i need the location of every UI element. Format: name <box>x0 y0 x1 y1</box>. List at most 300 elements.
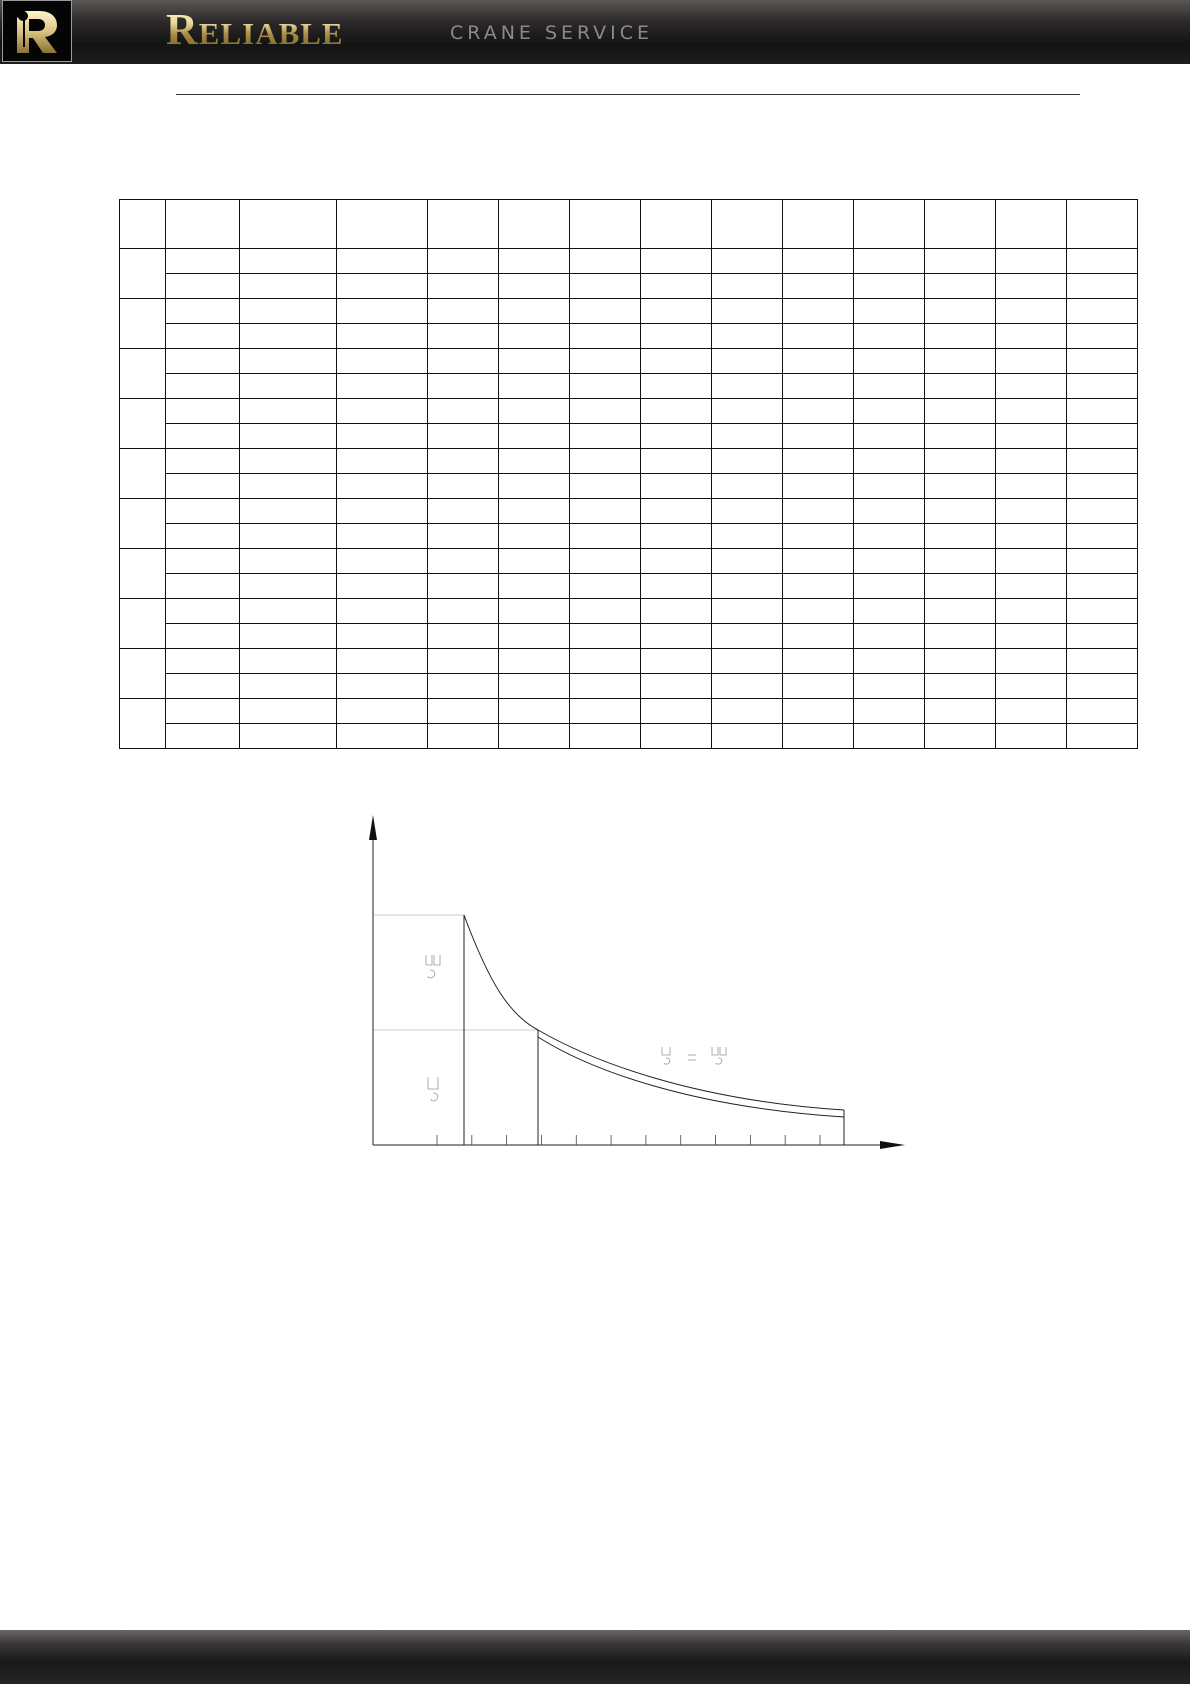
table-cell <box>996 599 1067 624</box>
table-cell <box>428 424 499 449</box>
table-row <box>120 374 1138 399</box>
table-cell <box>712 724 783 749</box>
title-rule <box>176 94 1080 95</box>
table-cell <box>570 524 641 549</box>
table-cell <box>240 349 337 374</box>
table-cell <box>712 574 783 599</box>
header-cell <box>996 200 1067 249</box>
table-cell <box>925 399 996 424</box>
table-cell <box>1067 724 1138 749</box>
table-cell <box>1067 399 1138 424</box>
table-row <box>120 549 1138 574</box>
table-cell <box>712 599 783 624</box>
table-cell <box>854 624 925 649</box>
table-cell <box>854 249 925 274</box>
table-cell <box>166 574 240 599</box>
header-cell <box>240 200 337 249</box>
table-cell <box>783 649 854 674</box>
table-cell <box>240 274 337 299</box>
table-cell <box>854 599 925 624</box>
table-cell <box>996 349 1067 374</box>
table-row <box>120 349 1138 374</box>
table-row <box>120 649 1138 674</box>
table-cell <box>1067 549 1138 574</box>
table-cell <box>499 249 570 274</box>
table-cell <box>783 374 854 399</box>
table-cell <box>996 249 1067 274</box>
table-cell <box>240 624 337 649</box>
footer-bar <box>0 1630 1190 1684</box>
table-cell <box>712 649 783 674</box>
table-cell <box>499 649 570 674</box>
table-cell <box>854 399 925 424</box>
table-cell <box>996 374 1067 399</box>
table-cell <box>337 574 428 599</box>
table-cell <box>428 324 499 349</box>
table-cell <box>1067 424 1138 449</box>
group-cell <box>120 299 166 349</box>
table-cell <box>641 424 712 449</box>
table-cell <box>854 449 925 474</box>
table-cell <box>337 399 428 424</box>
table-cell <box>570 624 641 649</box>
table-cell <box>1067 474 1138 499</box>
table-cell <box>166 299 240 324</box>
table-cell <box>240 324 337 349</box>
table-cell <box>337 249 428 274</box>
table-cell <box>854 499 925 524</box>
table-row <box>120 424 1138 449</box>
header-cell <box>428 200 499 249</box>
table-cell <box>499 624 570 649</box>
table-cell <box>996 674 1067 699</box>
table-cell <box>428 474 499 499</box>
table-cell <box>996 524 1067 549</box>
table-cell <box>1067 274 1138 299</box>
table-cell <box>570 374 641 399</box>
y-axis-arrow <box>369 815 377 840</box>
table-cell <box>499 324 570 349</box>
table-row <box>120 624 1138 649</box>
logo-r-icon <box>11 7 65 57</box>
table-cell <box>925 549 996 574</box>
table-cell <box>499 674 570 699</box>
table-cell <box>925 599 996 624</box>
table-row <box>120 299 1138 324</box>
table-cell <box>854 424 925 449</box>
table-cell <box>240 299 337 324</box>
table-cell <box>1067 374 1138 399</box>
table-cell <box>996 424 1067 449</box>
table-cell <box>499 524 570 549</box>
header-cell <box>570 200 641 249</box>
table-cell <box>1067 249 1138 274</box>
table-cell <box>499 274 570 299</box>
group-cell <box>120 699 166 749</box>
table-cell <box>428 549 499 574</box>
table-cell <box>712 699 783 724</box>
table-cell <box>641 699 712 724</box>
table-cell <box>570 449 641 474</box>
table-cell <box>712 524 783 549</box>
table-cell <box>854 649 925 674</box>
table-cell <box>570 549 641 574</box>
table-cell <box>240 449 337 474</box>
table-cell <box>1067 499 1138 524</box>
table-cell <box>854 549 925 574</box>
table-cell <box>166 249 240 274</box>
table-cell <box>166 349 240 374</box>
table-cell <box>570 499 641 524</box>
header-cell <box>641 200 712 249</box>
table-cell <box>337 699 428 724</box>
table-cell <box>240 549 337 574</box>
table-cell <box>712 474 783 499</box>
table-cell <box>854 474 925 499</box>
table-cell <box>428 299 499 324</box>
table-cell <box>854 374 925 399</box>
table-cell <box>428 249 499 274</box>
table-cell <box>570 574 641 599</box>
group-cell <box>120 249 166 299</box>
table-cell <box>925 724 996 749</box>
table-row <box>120 574 1138 599</box>
table-cell <box>783 399 854 424</box>
table-cell <box>240 649 337 674</box>
table-cell <box>240 599 337 624</box>
table-cell <box>925 424 996 449</box>
header-cell <box>499 200 570 249</box>
table-cell <box>783 324 854 349</box>
group-cell <box>120 499 166 549</box>
table-cell <box>166 649 240 674</box>
table-cell <box>240 374 337 399</box>
table-cell <box>783 699 854 724</box>
table-cell <box>428 624 499 649</box>
table-cell <box>166 599 240 624</box>
table-cell <box>166 549 240 574</box>
table-cell <box>925 624 996 649</box>
table-cell <box>925 524 996 549</box>
table-cell <box>428 649 499 674</box>
table-cell <box>1067 574 1138 599</box>
table-cell <box>1067 599 1138 624</box>
header-cell <box>337 200 428 249</box>
table-row <box>120 449 1138 474</box>
table-cell <box>499 399 570 424</box>
table-row <box>120 699 1138 724</box>
table-cell <box>240 574 337 599</box>
table-cell <box>499 574 570 599</box>
table-header-row <box>120 200 1138 249</box>
table-cell <box>854 299 925 324</box>
table-cell <box>1067 624 1138 649</box>
table-cell <box>499 374 570 399</box>
table-cell <box>166 324 240 349</box>
table-cell <box>641 649 712 674</box>
table-cell <box>854 349 925 374</box>
table-cell <box>925 374 996 399</box>
table-row <box>120 724 1138 749</box>
table-cell <box>428 449 499 474</box>
table-cell <box>240 699 337 724</box>
table-cell <box>712 324 783 349</box>
table-cell <box>854 674 925 699</box>
x-axis-arrow <box>880 1141 905 1149</box>
table-cell <box>783 674 854 699</box>
table-cell <box>166 699 240 724</box>
table-cell <box>337 499 428 524</box>
table-cell <box>783 599 854 624</box>
table-cell <box>570 324 641 349</box>
table-cell <box>996 649 1067 674</box>
table-cell <box>1067 449 1138 474</box>
header-cell <box>783 200 854 249</box>
table-cell <box>925 574 996 599</box>
load-curve-upper <box>464 915 844 1110</box>
table-cell <box>166 674 240 699</box>
table-row <box>120 324 1138 349</box>
table-cell <box>428 574 499 599</box>
group-cell <box>120 449 166 499</box>
table-row <box>120 399 1138 424</box>
table-cell <box>854 574 925 599</box>
table-cell <box>996 724 1067 749</box>
table-cell <box>641 274 712 299</box>
table-cell <box>166 449 240 474</box>
table-cell <box>166 374 240 399</box>
table-cell <box>499 724 570 749</box>
hook-symbol-icon <box>426 955 440 978</box>
table-cell <box>783 624 854 649</box>
table-cell <box>240 724 337 749</box>
table-cell <box>641 449 712 474</box>
table-cell <box>641 299 712 324</box>
table-cell <box>570 674 641 699</box>
group-cell <box>120 399 166 449</box>
table-cell <box>641 674 712 699</box>
table-cell <box>166 524 240 549</box>
table-cell <box>854 524 925 549</box>
table-cell <box>996 699 1067 724</box>
table-cell <box>240 474 337 499</box>
table-cell <box>499 449 570 474</box>
table-cell <box>166 424 240 449</box>
table-cell <box>1067 324 1138 349</box>
table-cell <box>570 649 641 674</box>
table-cell <box>337 599 428 624</box>
table-cell <box>783 349 854 374</box>
table-cell <box>783 449 854 474</box>
table-cell <box>641 349 712 374</box>
table-cell <box>783 299 854 324</box>
table-cell <box>1067 349 1138 374</box>
table-row <box>120 499 1138 524</box>
table-cell <box>996 624 1067 649</box>
table-cell <box>499 474 570 499</box>
table-cell <box>783 424 854 449</box>
table-cell <box>712 399 783 424</box>
table-cell <box>570 274 641 299</box>
group-cell <box>120 349 166 399</box>
table-cell <box>337 299 428 324</box>
table-cell <box>570 299 641 324</box>
table-cell <box>428 524 499 549</box>
header-cell <box>712 200 783 249</box>
table-cell <box>783 249 854 274</box>
table-cell <box>783 499 854 524</box>
table-cell <box>783 274 854 299</box>
table-cell <box>925 499 996 524</box>
table-cell <box>925 649 996 674</box>
table-cell <box>337 649 428 674</box>
table-cell <box>925 699 996 724</box>
table-cell <box>337 549 428 574</box>
table-cell <box>641 474 712 499</box>
table-cell <box>854 324 925 349</box>
table-cell <box>641 499 712 524</box>
table-cell <box>240 399 337 424</box>
table-cell <box>499 499 570 524</box>
table-cell <box>337 274 428 299</box>
table-cell <box>783 574 854 599</box>
brand-name: Reliable <box>166 5 344 54</box>
table-cell <box>337 349 428 374</box>
table-cell <box>712 374 783 399</box>
table-cell <box>712 499 783 524</box>
table-cell <box>1067 299 1138 324</box>
table-cell <box>337 474 428 499</box>
header-cell <box>166 200 240 249</box>
table-cell <box>337 674 428 699</box>
table-row <box>120 274 1138 299</box>
table-cell <box>337 624 428 649</box>
table-cell <box>428 599 499 624</box>
table-cell <box>570 599 641 624</box>
table-cell <box>712 349 783 374</box>
table-cell <box>499 424 570 449</box>
table-cell <box>499 299 570 324</box>
table-cell <box>499 699 570 724</box>
table-cell <box>925 474 996 499</box>
table-cell <box>570 399 641 424</box>
table-cell <box>996 324 1067 349</box>
table-row <box>120 249 1138 274</box>
table-cell <box>240 424 337 449</box>
logo <box>2 0 72 62</box>
load-curve-diagram <box>360 815 920 1155</box>
table-cell <box>925 349 996 374</box>
table-cell <box>570 699 641 724</box>
table-cell <box>240 499 337 524</box>
table-cell <box>712 674 783 699</box>
table-cell <box>712 274 783 299</box>
table-cell <box>783 549 854 574</box>
table-row <box>120 674 1138 699</box>
table-row <box>120 599 1138 624</box>
table-cell <box>337 724 428 749</box>
table-cell <box>712 299 783 324</box>
table-cell <box>166 274 240 299</box>
table-cell <box>712 449 783 474</box>
load-curve-lower <box>538 1031 844 1117</box>
table-cell <box>166 499 240 524</box>
load-chart-table <box>119 199 1138 749</box>
table-cell <box>337 449 428 474</box>
table-cell <box>428 699 499 724</box>
table-cell <box>712 424 783 449</box>
table-cell <box>337 424 428 449</box>
header-cell <box>120 200 166 249</box>
header-cell <box>854 200 925 249</box>
table-cell <box>925 299 996 324</box>
table-cell <box>925 249 996 274</box>
table-cell <box>712 249 783 274</box>
table-cell <box>337 374 428 399</box>
group-cell <box>120 549 166 599</box>
table-cell <box>641 574 712 599</box>
group-cell <box>120 599 166 649</box>
table-cell <box>428 499 499 524</box>
table-cell <box>996 499 1067 524</box>
table-cell <box>428 274 499 299</box>
table-cell <box>499 549 570 574</box>
table-cell <box>337 324 428 349</box>
table-cell <box>428 674 499 699</box>
table-cell <box>428 349 499 374</box>
header-cell <box>925 200 996 249</box>
table-cell <box>166 624 240 649</box>
table-cell <box>925 324 996 349</box>
hook-symbol-icon <box>428 1077 438 1101</box>
group-cell <box>120 649 166 699</box>
table-cell <box>996 574 1067 599</box>
header-bar <box>0 0 1190 64</box>
table-cell <box>783 724 854 749</box>
table-cell <box>641 399 712 424</box>
table-cell <box>1067 674 1138 699</box>
table-cell <box>641 624 712 649</box>
table-cell <box>428 374 499 399</box>
table-cell <box>783 474 854 499</box>
table-cell <box>166 399 240 424</box>
table-cell <box>996 449 1067 474</box>
table-cell <box>641 599 712 624</box>
table-cell <box>240 249 337 274</box>
table-cell <box>570 724 641 749</box>
table-cell <box>783 524 854 549</box>
brand-tagline: CRANE SERVICE <box>450 22 654 44</box>
hook-symbol-icon <box>712 1047 726 1064</box>
table-cell <box>712 549 783 574</box>
table-cell <box>854 724 925 749</box>
table-cell <box>641 549 712 574</box>
table-cell <box>996 399 1067 424</box>
table-cell <box>996 474 1067 499</box>
table-cell <box>996 549 1067 574</box>
table-cell <box>166 724 240 749</box>
table-cell <box>428 399 499 424</box>
table-cell <box>925 674 996 699</box>
table-cell <box>854 699 925 724</box>
table-cell <box>641 249 712 274</box>
table-cell <box>570 424 641 449</box>
table-cell <box>641 374 712 399</box>
table-cell <box>996 274 1067 299</box>
table-cell <box>240 524 337 549</box>
table-cell <box>1067 699 1138 724</box>
table-cell <box>166 474 240 499</box>
